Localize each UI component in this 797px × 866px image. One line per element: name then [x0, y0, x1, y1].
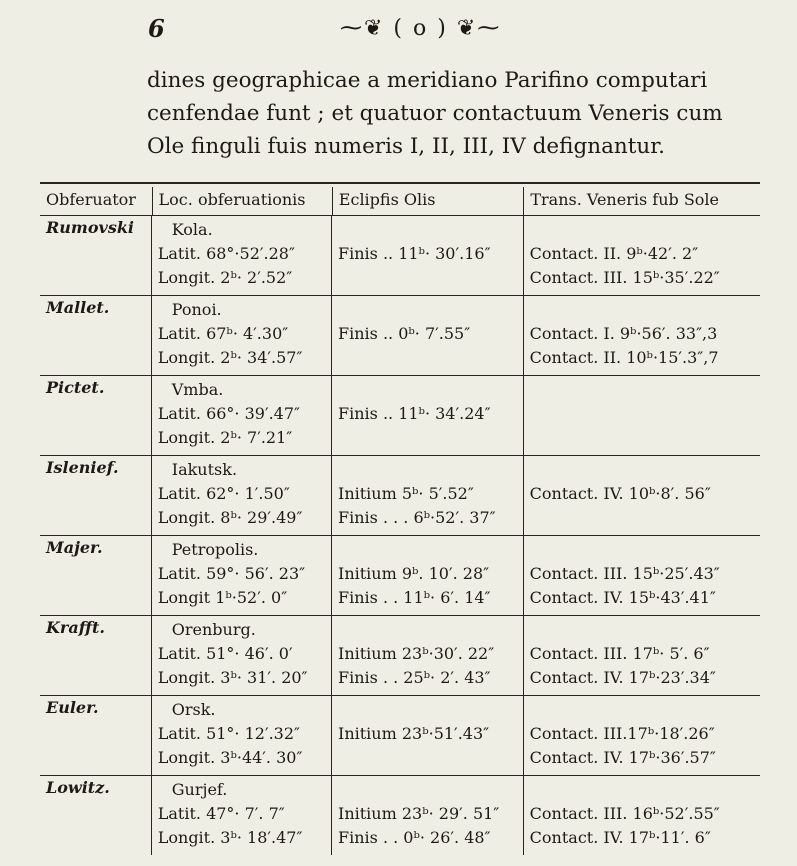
- venus-line: Contact. III. 17ᵇ· 5′. 6″: [529, 644, 710, 663]
- eclipse-line: [338, 746, 521, 770]
- header-eclipse: Eclipfis Olis: [332, 187, 524, 215]
- venus-line: Contact. IV. 17ᵇ·23′.34″: [529, 668, 716, 687]
- venus-line: [530, 378, 758, 402]
- eclipse-line: [338, 298, 521, 322]
- longitude: Longit. 3ᵇ· 31′. 20″: [157, 668, 308, 687]
- intro-paragraph: [147, 64, 759, 163]
- venus-cell: [523, 296, 760, 375]
- venus-cell: [523, 616, 760, 695]
- longitude: Longit. 3ᵇ· 18′.47″: [157, 828, 303, 847]
- table-row: [40, 456, 760, 536]
- longitude: Longit. 3ᵇ·44′. 30″: [157, 748, 303, 767]
- observer-cell: Rumovski: [46, 218, 134, 237]
- venus-cell: [523, 776, 760, 855]
- eclipse-line: Initium 9ᵇ. 10′. 28″: [338, 564, 490, 583]
- table-row: [40, 696, 760, 776]
- eclipse-line: [338, 378, 521, 402]
- longitude: Longit 1ᵇ·52′. 0″: [157, 588, 288, 607]
- eclipse-line: [338, 538, 521, 562]
- place-name: Iakutsk.: [171, 460, 238, 479]
- latitude: Latit. 67ᵇ· 4′.30″: [157, 324, 289, 343]
- eclipse-cell: [331, 696, 523, 775]
- venus-line: [530, 298, 758, 322]
- venus-line: [530, 458, 758, 482]
- table-row: [40, 216, 760, 296]
- venus-line: Contact. II. 9ᵇ·42′. 2″: [529, 244, 699, 263]
- venus-cell: [523, 376, 760, 455]
- eclipse-line: [338, 458, 521, 482]
- venus-line: [530, 618, 758, 642]
- observer-cell: Islenief.: [46, 458, 119, 477]
- location-cell: [151, 456, 331, 535]
- eclipse-line: [338, 426, 521, 450]
- place-name: Petropolis.: [171, 540, 259, 559]
- eclipse-line: Finis .. 0ᵇ· 7′.55″: [338, 324, 471, 343]
- place-name: Kola.: [171, 220, 213, 239]
- venus-cell: [523, 216, 760, 295]
- eclipse-cell: [331, 296, 523, 375]
- location-cell: [151, 536, 331, 615]
- venus-line: Contact. III. 15ᵇ·25′.43″: [529, 564, 720, 583]
- venus-line: Contact. IV. 17ᵇ·11′. 6″: [529, 828, 711, 847]
- eclipse-line: [338, 346, 521, 370]
- eclipse-line: Initium 23ᵇ·51′.43″: [338, 724, 490, 743]
- observer-cell: Pictet.: [46, 378, 105, 397]
- eclipse-line: Finis . . 25ᵇ· 2′. 43″: [338, 668, 491, 687]
- header-venus-transit: Trans. Veneris fub Sole: [523, 187, 760, 215]
- observer-cell: Lowitz.: [46, 778, 110, 797]
- eclipse-line: Finis . . . 6ᵇ·52′. 37″: [338, 508, 496, 527]
- latitude: Latit. 68°·52′.28″: [157, 244, 295, 263]
- observer-cell: Mallet.: [46, 298, 110, 317]
- table-row: [40, 296, 760, 376]
- location-cell: [151, 696, 331, 775]
- observer-cell: Majer.: [46, 538, 103, 557]
- venus-line: [530, 698, 758, 722]
- eclipse-line: [338, 218, 521, 242]
- eclipse-cell: [331, 376, 523, 455]
- table-top-rule: [40, 182, 760, 184]
- table-header-row: [40, 187, 760, 216]
- location-cell: [151, 616, 331, 695]
- longitude: Longit. 8ᵇ· 29′.49″: [157, 508, 303, 527]
- venus-line: [530, 538, 758, 562]
- intro-line: dines geographicae a meridiano Parifino computari: [147, 68, 708, 93]
- observer-cell: Euler.: [46, 698, 99, 717]
- venus-line: Contact. III. 15ᵇ·35′.22″: [529, 268, 720, 287]
- eclipse-line: [338, 698, 521, 722]
- table-row: [40, 776, 760, 855]
- eclipse-cell: [331, 456, 523, 535]
- venus-line: [530, 426, 758, 450]
- place-name: Vmba.: [171, 380, 224, 399]
- longitude: Longit. 2ᵇ· 34′.57″: [157, 348, 303, 367]
- eclipse-line: [338, 778, 521, 802]
- place-name: Orenburg.: [171, 620, 256, 639]
- eclipse-line: Finis . . 11ᵇ· 6′. 14″: [338, 588, 491, 607]
- eclipse-line: Finis .. 11ᵇ· 34′.24″: [338, 404, 491, 423]
- observer-cell: Krafft.: [46, 618, 105, 637]
- latitude: Latit. 62°· 1′.50″: [157, 484, 290, 503]
- eclipse-cell: [331, 776, 523, 855]
- table-row: [40, 536, 760, 616]
- latitude: Latit. 51°· 46′. 0′: [157, 644, 293, 663]
- eclipse-line: Initium 23ᵇ· 29′. 51″: [338, 804, 500, 823]
- venus-line: [530, 218, 758, 242]
- venus-line: Contact. IV. 15ᵇ·43′.41″: [529, 588, 716, 607]
- table-body: [40, 216, 760, 855]
- venus-line: Contact. IV. 10ᵇ·8′. 56″: [529, 484, 711, 503]
- latitude: Latit. 47°· 7′. 7″: [157, 804, 285, 823]
- location-cell: [151, 216, 331, 295]
- eclipse-line: Finis .. 11ᵇ· 30′.16″: [338, 244, 491, 263]
- place-name: Ponoi.: [171, 300, 222, 319]
- running-header-ornament: ⁓❦ ( o ) ❦⁓: [340, 16, 502, 41]
- eclipse-cell: [331, 216, 523, 295]
- latitude: Latit. 51°· 12′.32″: [157, 724, 301, 743]
- venus-line: Contact. II. 10ᵇ·15′.3″,7: [529, 348, 719, 367]
- eclipse-line: [338, 266, 521, 290]
- place-name: Orsk.: [171, 700, 216, 719]
- table-row: [40, 616, 760, 696]
- eclipse-line: Initium 23ᵇ·30′. 22″: [338, 644, 495, 663]
- location-cell: [151, 376, 331, 455]
- header-observer: Obferuator: [46, 190, 136, 209]
- longitude: Longit. 2ᵇ· 2′.52″: [157, 268, 293, 287]
- venus-line: Contact. I. 9ᵇ·56′. 33″,3: [529, 324, 718, 343]
- eclipse-cell: [331, 616, 523, 695]
- eclipse-line: Initium 5ᵇ· 5′.52″: [338, 484, 474, 503]
- longitude: Longit. 2ᵇ· 7′.21″: [157, 428, 293, 447]
- place-name: Gurjef.: [171, 780, 228, 799]
- latitude: Latit. 59°· 56′. 23″: [157, 564, 306, 583]
- observations-table: [40, 187, 760, 855]
- location-cell: [151, 776, 331, 855]
- eclipse-line: Finis . . 0ᵇ· 26′. 48″: [338, 828, 491, 847]
- page-number: 6: [148, 14, 165, 43]
- header-location: Loc. obferuationis: [152, 187, 332, 215]
- venus-line: Contact. III.17ᵇ·18′.26″: [529, 724, 715, 743]
- eclipse-cell: [331, 536, 523, 615]
- venus-line: [530, 778, 758, 802]
- venus-cell: [523, 696, 760, 775]
- location-cell: [151, 296, 331, 375]
- eclipse-line: [338, 618, 521, 642]
- venus-line: [530, 402, 758, 426]
- venus-line: Contact. III. 16ᵇ·52′.55″: [529, 804, 720, 823]
- table-row: [40, 376, 760, 456]
- venus-cell: [523, 536, 760, 615]
- intro-line: cenfendae funt ; et quatuor contactuum Veneris cum: [147, 101, 723, 126]
- intro-line: Ole finguli fuis numeris I, II, III, IV defignantur.: [147, 134, 665, 159]
- venus-line: Contact. IV. 17ᵇ·36′.57″: [529, 748, 716, 767]
- venus-line: [530, 506, 758, 530]
- latitude: Latit. 66°· 39′.47″: [157, 404, 301, 423]
- venus-cell: [523, 456, 760, 535]
